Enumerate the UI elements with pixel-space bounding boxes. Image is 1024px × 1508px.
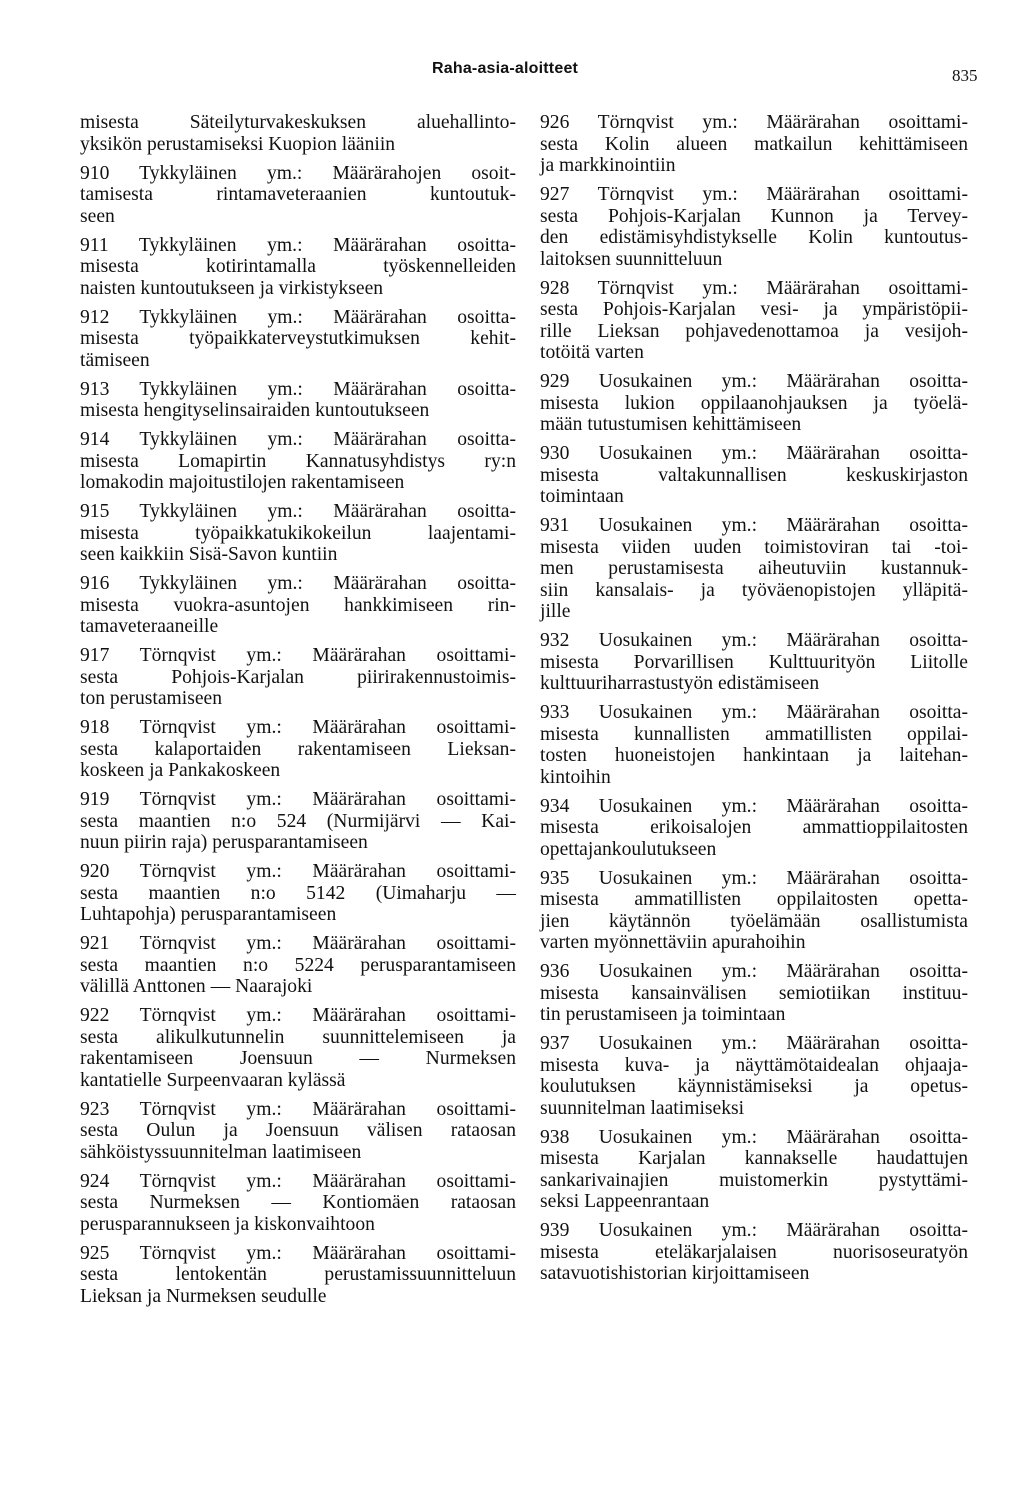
text-line: misesta erikoisalojen ammattioppilaitosten [540, 817, 968, 838]
text-line: 933 Uosukainen ym.: Määrärahan osoitta- [540, 702, 968, 723]
text-line: rakentamiseen Joensuun — Nurmeksen [80, 1048, 516, 1069]
entry-paragraph [80, 1243, 516, 1308]
text-line: misesta ammatillisten oppilaitosten opetta- [540, 889, 968, 910]
text-line: lomakodin majoitustilojen rakentamiseen [80, 472, 405, 493]
text-line: 934 Uosukainen ym.: Määrärahan osoitta- [540, 795, 968, 817]
text-line: seen kaikkiin Sisä-Savon kuntiin [80, 544, 338, 565]
text-line: misesta kuva- ja näyttämötaidealan ohjaaja- [540, 1054, 968, 1076]
text-line: seen [80, 205, 115, 227]
text-line: misesta eteläkarjalaisen nuorisoseuratyön [540, 1241, 968, 1263]
text-line: 917 Törnqvist ym.: Määrärahan osoittami- [80, 645, 516, 666]
text-line: tosten huoneistojen hankintaan ja laitehan- [540, 745, 968, 766]
text-line: 923 Törnqvist ym.: Määrärahan osoittami- [80, 1098, 516, 1120]
right-column [540, 112, 968, 1292]
text-line: kantatielle Surpeenvaaran kylässä [80, 1069, 346, 1091]
text-line: sesta Pohjois-Karjalan vesi- ja ympäristöpii- [540, 299, 968, 320]
text-line: perusparannukseen ja kiskonvaihtoon [80, 1213, 375, 1235]
entry-paragraph [80, 717, 516, 782]
text-line: tamaveteraaneille [80, 616, 219, 637]
left-column [80, 112, 516, 1315]
text-line: misesta valtakunnallisen keskuskirjaston [540, 464, 968, 486]
entry-paragraph [540, 184, 968, 270]
text-line: sesta Kolin alueen matkailun kehittämiseen [540, 133, 968, 155]
entry-paragraph [540, 1127, 968, 1213]
entry-paragraph [540, 702, 968, 788]
text-line: jien käytännön työelämään osallistumista [540, 910, 968, 932]
text-line: nuun piirin raja) perusparantamiseen [80, 832, 368, 853]
text-line: misesta kansainvälisen semiotiikan instituu- [540, 982, 968, 1004]
text-line: den edistämisyhdistykselle Kolin kuntoutus- [540, 227, 968, 248]
text-line: tamisesta rintamaveteraanien kuntoutuk- [80, 184, 516, 205]
text-line: välillä Anttonen — Naarajoki [80, 976, 313, 997]
text-line: 924 Törnqvist ym.: Määrärahan osoittami- [80, 1170, 516, 1192]
text-line: ton perustamiseen [80, 688, 223, 709]
text-line: misesta Karjalan kannakselle haudattujen [540, 1148, 968, 1169]
text-line: 932 Uosukainen ym.: Määrärahan osoitta- [540, 630, 968, 651]
entry-paragraph [80, 307, 516, 372]
text-line: kintoihin [540, 766, 611, 788]
entry-paragraph [540, 371, 968, 436]
entry-paragraph [80, 1099, 516, 1164]
text-line: 930 Uosukainen ym.: Määrärahan osoitta- [540, 443, 968, 464]
text-line: sähköistyssuunnitelman laatimiseen [80, 1141, 362, 1163]
text-line: Luhtapohja) perusparantamiseen [80, 904, 337, 925]
entry-paragraph [540, 1033, 968, 1119]
text-line: misesta hengityselinsairaiden kuntoutukseen [80, 400, 430, 421]
text-line: misesta Porvarillisen Kulttuurityön Liitolle [540, 651, 968, 673]
text-line: laitoksen suunnitteluun [540, 248, 723, 270]
text-line: satavuotishistorian kirjoittamiseen [540, 1263, 810, 1284]
text-line: 938 Uosukainen ym.: Määrärahan osoitta- [540, 1126, 968, 1148]
text-line: misesta vuokra-asuntojen hankkimiseen rin- [80, 594, 516, 616]
text-line: 922 Törnqvist ym.: Määrärahan osoittami- [80, 1005, 516, 1026]
text-line: sankarivainajien muistomerkin pystyttämi- [540, 1169, 968, 1191]
entry-paragraph [540, 630, 968, 695]
entry-paragraph [540, 278, 968, 364]
text-line: sesta Nurmeksen — Kontiomäen rataosan [80, 1192, 516, 1213]
text-line: yksikön perustamiseksi Kuopion lääniin [80, 133, 396, 155]
text-line: 910 Tykkyläinen ym.: Määrärahojen osoit- [80, 162, 516, 184]
text-line: 935 Uosukainen ym.: Määrärahan osoitta- [540, 867, 968, 889]
text-line: ja markkinointiin [540, 155, 676, 176]
text-line: jille [540, 601, 571, 622]
text-line: 918 Törnqvist ym.: Määrärahan osoittami- [80, 717, 516, 738]
text-line: opettajankoulutukseen [540, 838, 717, 860]
text-line: 937 Uosukainen ym.: Määrärahan osoitta- [540, 1033, 968, 1054]
text-line: sesta Pohjois-Karjalan piirirakennustoimis- [80, 666, 516, 688]
text-line: tämiseen [80, 349, 150, 371]
text-line: 921 Törnqvist ym.: Määrärahan osoittami- [80, 933, 516, 954]
text-line: rille Lieksan pohjavedenottamoa ja vesijoh- [540, 320, 968, 342]
text-line: Lieksan ja Nurmeksen seudulle [80, 1285, 327, 1307]
text-line: 920 Törnqvist ym.: Määrärahan osoittami- [80, 861, 516, 882]
entry-paragraph [80, 235, 516, 300]
page-header [0, 58, 1024, 88]
text-line: misesta Lomapirtin Kannatusyhdistys ry:n [80, 450, 516, 472]
text-line: 911 Tykkyläinen ym.: Määrärahan osoitta- [80, 234, 516, 256]
text-line: sesta Oulun ja Joensuun välisen rataosan [80, 1120, 516, 1141]
text-line: naisten kuntoutukseen ja virkistykseen [80, 277, 384, 299]
text-line: kulttuuriharrastustyön edistämiseen [540, 673, 820, 694]
text-line: men perustamisesta aiheutuviin kustannuk- [540, 558, 968, 579]
entry-paragraph [80, 379, 516, 422]
entry-paragraph [80, 112, 516, 155]
entry-paragraph [80, 573, 516, 638]
text-line: 931 Uosukainen ym.: Määrärahan osoitta- [540, 515, 968, 536]
entry-paragraph [540, 796, 968, 861]
text-line: sesta maantien n:o 5142 (Uimaharju — [80, 882, 516, 904]
text-line: 914 Tykkyläinen ym.: Määrärahan osoitta- [80, 429, 516, 450]
text-line: 926 Törnqvist ym.: Määrärahan osoittami- [540, 112, 968, 133]
text-line: misesta kotirintamalla työskennelleiden [80, 256, 516, 277]
entry-paragraph [80, 933, 516, 998]
entry-paragraph [80, 645, 516, 710]
text-line: misesta lukion oppilaanohjauksen ja työelä- [540, 392, 968, 414]
text-line: 915 Tykkyläinen ym.: Määrärahan osoitta- [80, 501, 516, 522]
text-line: seksi Lappeenrantaan [540, 1191, 710, 1212]
entry-paragraph [80, 163, 516, 228]
entry-paragraph [540, 961, 968, 1026]
text-line: sesta kalaportaiden rakentamiseen Lieksan- [80, 738, 516, 760]
text-line: sesta maantien n:o 5224 perusparantamiseen [80, 954, 516, 976]
text-line: misesta viiden uuden toimistoviran tai -toi- [540, 536, 968, 558]
text-line: sesta Pohjois-Karjalan Kunnon ja Tervey- [540, 205, 968, 227]
text-line: 916 Tykkyläinen ym.: Määrärahan osoitta- [80, 573, 516, 594]
entry-paragraph [80, 861, 516, 926]
text-line: 919 Törnqvist ym.: Määrärahan osoittami- [80, 789, 516, 810]
text-line: mään tutustumisen kehittämiseen [540, 414, 802, 435]
text-line: totöitä varten [540, 342, 644, 363]
entry-paragraph [540, 112, 968, 177]
text-line: 927 Törnqvist ym.: Määrärahan osoittami- [540, 184, 968, 205]
text-line: 936 Uosukainen ym.: Määrärahan osoitta- [540, 961, 968, 982]
entry-paragraph [540, 868, 968, 954]
text-line: misesta Säteilyturvakeskuksen aluehallinto- [80, 112, 516, 133]
text-line: misesta työpaikkatukikokeilun laajentami- [80, 522, 516, 544]
text-line: misesta työpaikkaterveystutkimuksen kehit- [80, 328, 516, 349]
entry-paragraph [80, 501, 516, 566]
text-line: tin perustamiseen ja toimintaan [540, 1004, 786, 1025]
text-line: 939 Uosukainen ym.: Määrärahan osoitta- [540, 1220, 968, 1241]
text-line: koskeen ja Pankakoskeen [80, 760, 281, 781]
text-line: 912 Tykkyläinen ym.: Määrärahan osoitta- [80, 306, 516, 328]
text-line: sesta maantien n:o 524 (Nurmijärvi — Kai- [80, 810, 516, 832]
entry-paragraph [80, 429, 516, 494]
entry-paragraph [80, 1005, 516, 1091]
text-line: misesta kunnallisten ammatillisten oppilai- [540, 723, 968, 745]
text-line: koulutuksen käynnistämiseksi ja opetus- [540, 1076, 968, 1097]
entry-paragraph [540, 443, 968, 508]
text-line: 925 Törnqvist ym.: Määrärahan osoittami- [80, 1242, 516, 1264]
text-line: sesta alikulkutunnelin suunnittelemiseen ja [80, 1026, 516, 1048]
text-line: 928 Törnqvist ym.: Määrärahan osoittami- [540, 277, 968, 299]
entry-paragraph [540, 1220, 968, 1285]
text-line: siin kansalais- ja työväenopistojen ylläpitä- [540, 579, 968, 601]
entry-paragraph [540, 515, 968, 623]
text-line: varten myönnettäviin apurahoihin [540, 932, 806, 953]
text-line: 913 Tykkyläinen ym.: Määrärahan osoitta- [80, 378, 516, 400]
entry-paragraph [80, 789, 516, 854]
text-line: sesta lentokentän perustamissuunnitteluun [80, 1264, 516, 1285]
running-head: Raha-asia-aloitteet [432, 60, 579, 77]
text-line: 929 Uosukainen ym.: Määrärahan osoitta- [540, 371, 968, 392]
entry-paragraph [80, 1171, 516, 1236]
text-line: toimintaan [540, 486, 624, 507]
text-line: suunnitelman laatimiseksi [540, 1097, 745, 1119]
page-number: 835 [952, 66, 978, 85]
